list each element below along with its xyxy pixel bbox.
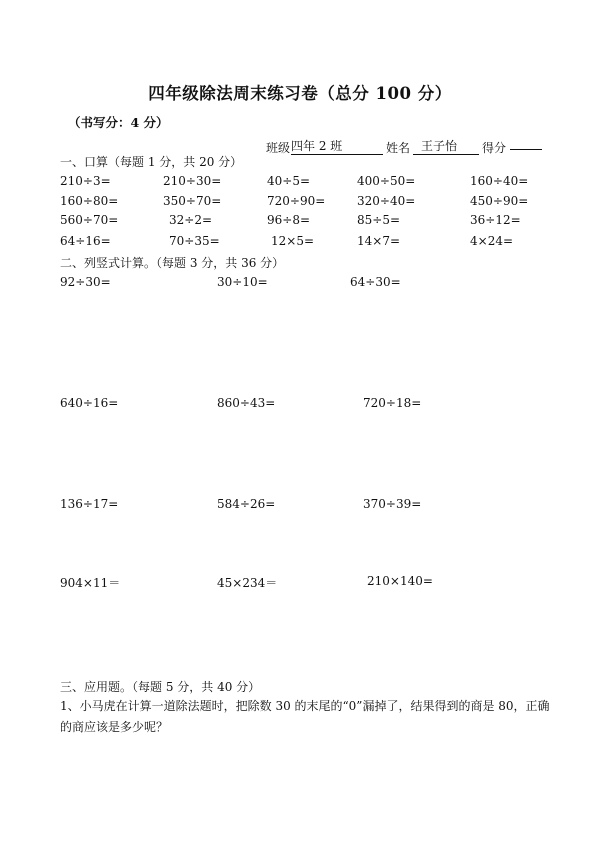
- vertical-calc-item: 370÷39=: [363, 497, 422, 511]
- vertical-calc-item: 640÷16=: [60, 396, 119, 410]
- oral-calc-item: 85÷5=: [357, 213, 401, 227]
- vertical-calc-item: 45×234＝: [217, 576, 278, 590]
- handwriting-score: （书写分：4 分）: [68, 115, 169, 130]
- class-field[interactable]: [291, 139, 383, 155]
- oral-calc-item: 160÷80=: [60, 194, 119, 208]
- oral-calc-item: 12×5=: [271, 234, 315, 248]
- oral-calc-item: 450÷90=: [470, 194, 529, 208]
- score-label: 得分: [482, 141, 507, 155]
- oral-calc-item: 32÷2=: [169, 213, 213, 227]
- vertical-calc-item: 904×11＝: [60, 576, 121, 590]
- vertical-calc-item: 92÷30=: [60, 275, 111, 289]
- oral-calc-item: 560÷70=: [60, 213, 119, 227]
- name-field[interactable]: [413, 139, 479, 155]
- oral-calc-item: 64÷16=: [60, 234, 111, 248]
- vertical-calc-item: 860÷43=: [217, 396, 276, 410]
- oral-calc-item: 210÷30=: [163, 174, 222, 188]
- score-value: [510, 148, 542, 150]
- vertical-calc-item: 720÷18=: [363, 396, 422, 410]
- name-label: 姓名: [386, 141, 411, 155]
- oral-calc-item: 210÷3=: [60, 174, 111, 188]
- word-problem: 1、小马虎在计算一道除法题时，把除数 30 的末尾的“0”漏掉了，结果得到的商是 80，正确的商应该是多少呢？: [60, 699, 550, 734]
- class-value: 四年 2 班: [291, 140, 383, 155]
- oral-calc-item: 70÷35=: [169, 234, 220, 248]
- oral-calc-item: 160÷40=: [470, 174, 529, 188]
- oral-calc-item: 320÷40=: [357, 194, 416, 208]
- name-value: 王子怡: [413, 140, 479, 155]
- oral-calc-item: 96÷8=: [267, 213, 311, 227]
- oral-calc-item: 36÷12=: [470, 213, 521, 227]
- oral-calc-item: 4×24=: [470, 234, 514, 248]
- section2-heading: 二、列竖式计算。（每题 3 分，共 36 分）: [60, 256, 285, 270]
- class-label: 班级: [266, 141, 291, 155]
- page-title: 四年级除法周末练习卷（总分 100 分）: [148, 84, 452, 103]
- vertical-calc-item: 136÷17=: [60, 497, 119, 511]
- oral-calc-item: 400÷50=: [357, 174, 416, 188]
- vertical-calc-item: 64÷30=: [350, 275, 401, 289]
- section3-heading: 三、应用题。（每题 5 分，共 40 分）: [60, 680, 261, 694]
- oral-calc-item: 350÷70=: [163, 194, 222, 208]
- score-field[interactable]: [510, 139, 542, 153]
- section1-heading: 一、口算（每题 1 分，共 20 分）: [60, 155, 243, 169]
- oral-calc-item: 720÷90=: [267, 194, 326, 208]
- oral-calc-item: 14×7=: [357, 234, 401, 248]
- vertical-calc-item: 210×140=: [367, 574, 433, 588]
- vertical-calc-item: 584÷26=: [217, 497, 276, 511]
- oral-calc-item: 40÷5=: [267, 174, 311, 188]
- vertical-calc-item: 30÷10=: [217, 275, 268, 289]
